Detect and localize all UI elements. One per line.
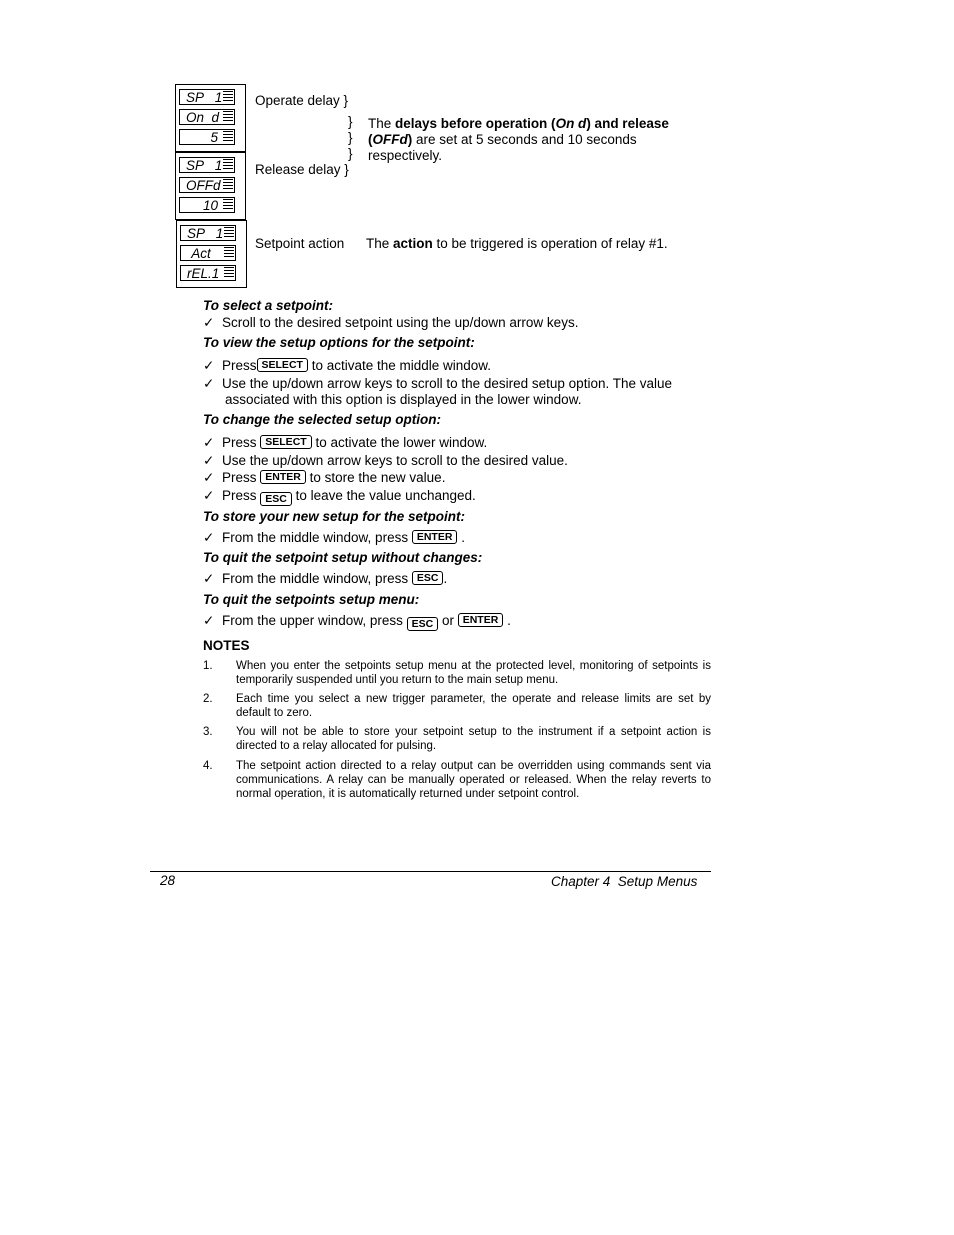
notes-heading: NOTES bbox=[203, 638, 250, 653]
select-key-icon: SELECT bbox=[257, 358, 308, 372]
section-heading: To quit the setpoint setup without changes: bbox=[203, 550, 483, 565]
note-item: 4. The setpoint action directed to a relay output can be overridden using commands sent via communications. A relay can be manually operated or released. When the relay reverts to normal operation, it is automatically returned under setpoint control. bbox=[203, 760, 711, 800]
check-icon: ✓ bbox=[203, 376, 215, 391]
check-icon: ✓ bbox=[203, 453, 215, 468]
check-icon: ✓ bbox=[203, 571, 215, 586]
action-description: The action to be triggered is operation of relay #1. bbox=[366, 236, 668, 251]
display-middle-window: OFFd bbox=[179, 177, 235, 193]
check-icon: ✓ bbox=[203, 530, 215, 545]
display-lower-window: 10 bbox=[179, 197, 235, 213]
operate-delay-label: Operate delay } bbox=[255, 93, 349, 108]
esc-key-icon: ESC bbox=[407, 617, 439, 631]
setpoint-action-label: Setpoint action bbox=[255, 236, 345, 251]
section-heading: To select a setpoint: bbox=[203, 298, 334, 313]
page-number: 28 bbox=[160, 873, 176, 888]
chapter-title: Chapter 4 Setup Menus bbox=[551, 874, 698, 889]
esc-key-icon: ESC bbox=[260, 492, 292, 506]
check-icon: ✓ bbox=[203, 470, 215, 485]
list-item: ✓ Use the up/down arrow keys to scroll to the desired setup option. The value bbox=[203, 376, 673, 391]
list-item-continuation: associated with this option is displayed in the lower window. bbox=[225, 392, 582, 407]
section-heading: To store your new setup for the setpoint: bbox=[203, 509, 466, 524]
note-item: 3. You will not be able to store your setpoint setup to the instrument if a setpoint action is directed to a relay allocated for pulsing. bbox=[203, 726, 711, 752]
section-heading: To quit the setpoints setup menu: bbox=[203, 592, 420, 607]
display-lower-window: rEL.1 bbox=[180, 265, 236, 281]
check-icon: ✓ bbox=[203, 435, 215, 450]
list-item: ✓ Press ENTER to store the new value. bbox=[203, 470, 446, 485]
display-middle-window: Act bbox=[180, 245, 236, 261]
display-release-delay bbox=[175, 152, 246, 220]
list-item: ✓ Use the up/down arrow keys to scroll to the desired value. bbox=[203, 453, 568, 468]
section-heading: To view the setup options for the setpoint: bbox=[203, 335, 475, 350]
brace: } bbox=[348, 114, 353, 129]
note-item: 2. Each time you select a new trigger parameter, the operate and release limits are set by default to zero. bbox=[203, 693, 711, 719]
release-delay-label: Release delay } bbox=[255, 162, 349, 177]
check-icon: ✓ bbox=[203, 613, 215, 628]
brace: } bbox=[348, 146, 353, 161]
list-item: ✓ From the upper window, press ESC or ENTER . bbox=[203, 613, 511, 630]
esc-key-icon: ESC bbox=[412, 571, 444, 585]
list-item: ✓ Press ESC to leave the value unchanged. bbox=[203, 488, 476, 505]
display-upper-window: SP 1 bbox=[180, 225, 236, 241]
display-lower-window: 5 bbox=[179, 129, 235, 145]
check-icon: ✓ bbox=[203, 315, 215, 330]
display-middle-window: On d bbox=[179, 109, 235, 125]
footer-rule bbox=[150, 871, 711, 872]
delay-description: The delays before operation (On d) and release (OFFd) are set at 5 seconds and 10 seconds respectively. bbox=[368, 116, 669, 163]
enter-key-icon: ENTER bbox=[458, 613, 504, 627]
check-icon: ✓ bbox=[203, 358, 215, 373]
list-item: ✓ From the middle window, press ENTER . bbox=[203, 530, 465, 545]
display-setpoint-action bbox=[176, 220, 247, 288]
select-key-icon: SELECT bbox=[260, 435, 311, 449]
display-upper-window: SP 1 bbox=[179, 89, 235, 105]
list-item: ✓ From the middle window, press ESC . bbox=[203, 571, 448, 586]
enter-key-icon: ENTER bbox=[412, 530, 458, 544]
list-item: ✓ Scroll to the desired setpoint using the up/down arrow keys. bbox=[203, 315, 579, 330]
note-item: 1. When you enter the setpoints setup menu at the protected level, monitoring of setpoints is temporarily suspended until you return to the main setup menu. bbox=[203, 660, 711, 686]
display-operate-delay bbox=[175, 84, 246, 152]
enter-key-icon: ENTER bbox=[260, 470, 306, 484]
display-upper-window: SP 1 bbox=[179, 157, 235, 173]
check-icon: ✓ bbox=[203, 488, 215, 503]
list-item: ✓ Press SELECT to activate the lower window. bbox=[203, 435, 488, 450]
section-heading: To change the selected setup option: bbox=[203, 412, 442, 427]
brace: } bbox=[348, 130, 353, 145]
list-item: ✓ Press SELECT to activate the middle window. bbox=[203, 358, 492, 373]
